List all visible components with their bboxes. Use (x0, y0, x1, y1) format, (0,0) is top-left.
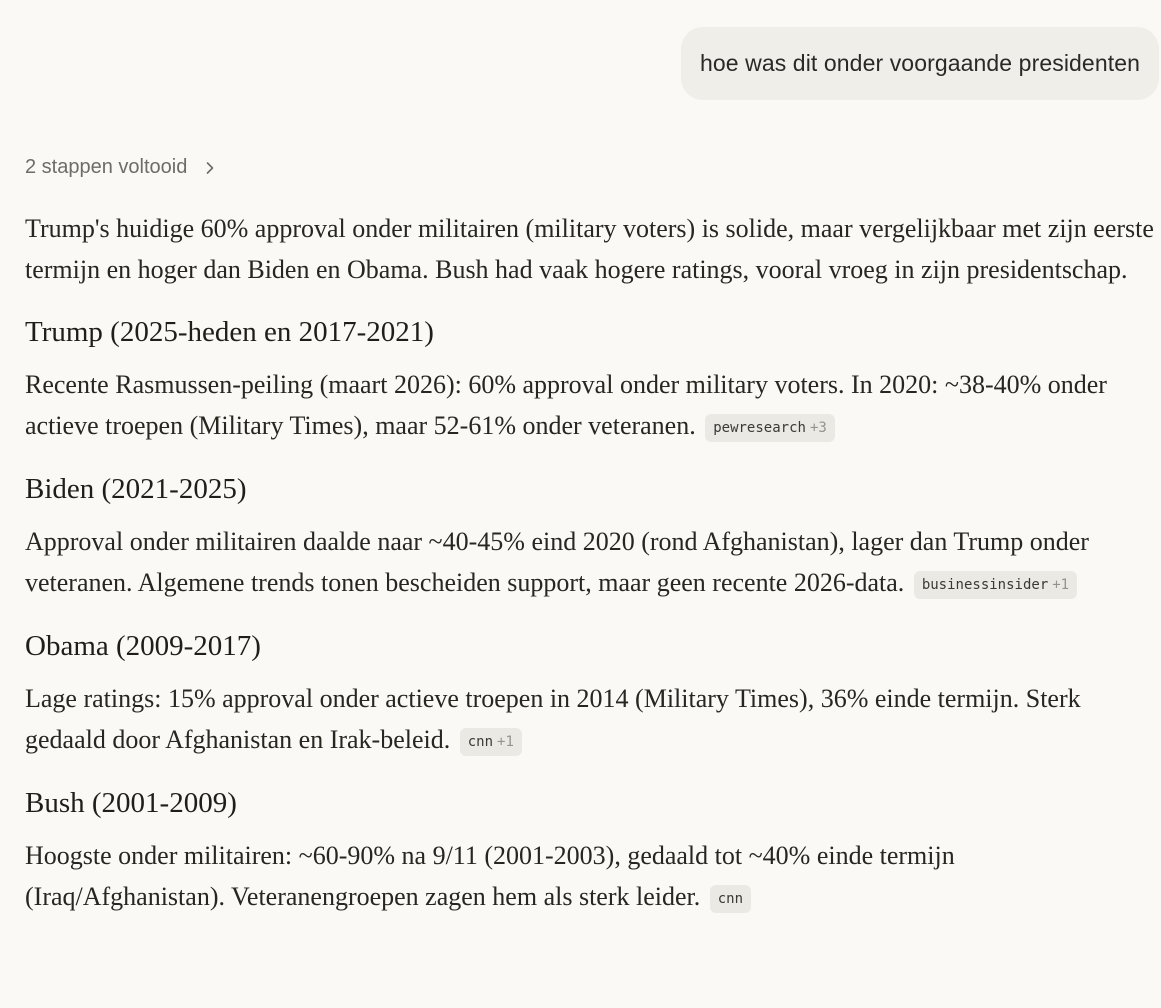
user-message-text: hoe was dit onder voorgaande presidenten (699, 50, 1140, 76)
source-chip[interactable] (710, 885, 751, 913)
chevron-right-icon (203, 161, 217, 175)
source-chip[interactable] (914, 571, 1077, 599)
section-body (25, 678, 1157, 760)
source-name: cnn (467, 734, 494, 750)
section-body (25, 364, 1157, 446)
section-body (25, 835, 1157, 917)
source-chip[interactable] (460, 728, 522, 756)
source-chip[interactable] (705, 414, 835, 442)
section-text: Hoogste onder militairen: ~60-90% na 9/11 (2001-2003), gedaald tot ~40% einde termijn (Iraq/Afghanistan). Veteranengroepen zagen hem als sterk leider. (25, 841, 955, 911)
section-heading: Obama (2009-2017) (25, 630, 261, 662)
user-message-bubble (681, 27, 1159, 100)
section-trump (25, 315, 1157, 446)
answer-intro: Trump's huidige 60% approval onder militairen (military voters) is solide, maar vergelijkbaar met zijn eerste termijn en hoger dan Biden en Obama. Bush had vaak hogere ratings, vooral vroeg in zijn presidentschap. (25, 214, 1154, 284)
source-more-count: +3 (809, 420, 827, 436)
section-text: Lage ratings: 15% approval onder actieve troepen in 2014 (Military Times), 36% einde termijn. Sterk gedaald door Afghanistan en Irak-beleid. (25, 684, 1081, 754)
source-more-count: +1 (497, 734, 514, 750)
section-bush (25, 786, 1157, 917)
steps-label: 2 stappen voltooid (25, 156, 188, 178)
section-text: Approval onder militairen daalde naar ~40-45% eind 2020 (rond Afghanistan), lager dan Trump onder veteranen. Algemene trends tonen bescheiden support, maar geen recente 2026-data. (25, 527, 1089, 597)
source-name: businessinsider (921, 577, 1049, 593)
section-body (25, 521, 1157, 603)
source-name: cnn (717, 891, 744, 907)
section-heading: Trump (2025-heden en 2017-2021) (25, 316, 434, 348)
section-heading: Bush (2001-2009) (25, 787, 237, 819)
section-heading: Biden (2021-2025) (25, 473, 247, 505)
section-biden (25, 472, 1157, 603)
steps-toggle[interactable] (25, 156, 217, 179)
source-more-count: +1 (1052, 577, 1070, 593)
assistant-answer (25, 208, 1157, 917)
source-name: pewresearch (713, 420, 806, 436)
section-obama (25, 629, 1157, 760)
section-text: Recente Rasmussen-peiling (maart 2026): 60% approval onder military voters. In 2020: ~38-40% onder actieve troepen (Military Times), maar 52-61% onder veteranen. (25, 370, 1107, 440)
